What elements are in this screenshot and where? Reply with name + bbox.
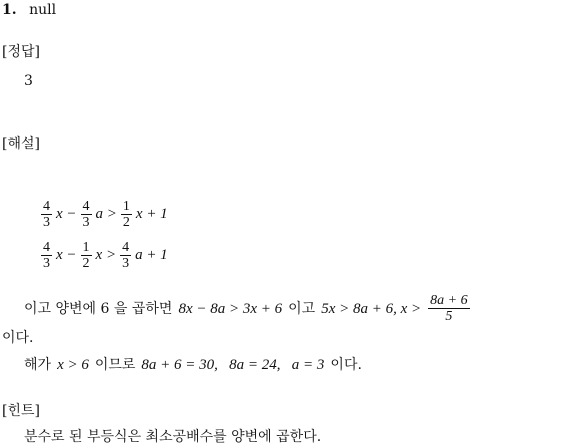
line2-lead: 해가 — [24, 357, 52, 373]
hint-label: [힌트] — [2, 403, 40, 419]
question-text: null — [29, 2, 57, 18]
eq1-term-2: a > — [95, 206, 117, 222]
question-header — [2, 2, 56, 18]
eq1-term-3: x + 1 — [135, 206, 168, 222]
eq1-fraction-2: $\frac{4}{3}$ — [82, 199, 90, 230]
line1-mid: 이고 — [288, 300, 316, 317]
line2-tail: 이다. — [330, 357, 362, 373]
eq1-fraction-3: $\frac{1}{2}$ — [122, 199, 130, 230]
explanation-line-2 — [24, 357, 362, 373]
eq2-term-1: x − — [56, 247, 77, 263]
line2-math-2: 8a + 6 = 30, 8a = 24, a = 3 — [141, 357, 325, 373]
equation-2 — [40, 240, 168, 271]
line1-lead: 이고 양변에 6 을 곱하면 — [24, 300, 173, 317]
line1-fraction: $\frac{8a + 6}{5}$ — [430, 293, 468, 324]
eq2-term-2: x > — [95, 247, 117, 263]
eq2-term-3: a + 1 — [135, 247, 168, 263]
eq2-fraction-1: $\frac{4}{3}$ — [43, 240, 50, 271]
answer-label: [정답] — [2, 44, 40, 60]
explanation-label: [해설] — [2, 136, 40, 152]
explanation-line-1-cont: 이다. — [2, 330, 34, 346]
answer-value: 3 — [24, 73, 33, 89]
line1-math-2: 5x > 8a + 6, x > — [321, 300, 422, 317]
eq1-fraction-1: $\frac{4}{3}$ — [43, 199, 50, 230]
line2-mid: 이므로 — [94, 357, 136, 373]
explanation-line-1 — [24, 293, 471, 324]
eq1-term-1: x − — [56, 206, 77, 222]
equation-1 — [40, 199, 168, 230]
eq2-fraction-3: $\frac{4}{3}$ — [122, 240, 130, 271]
line2-math-1: x > 6 — [57, 357, 89, 373]
line1-math-1: 8x − 8a > 3x + 6 — [178, 300, 283, 317]
hint-text: 분수로 된 부등식은 최소공배수를 양변에 곱한다. — [24, 429, 322, 445]
question-number: 1. — [2, 2, 17, 18]
eq2-fraction-2: $\frac{1}{2}$ — [82, 240, 90, 271]
